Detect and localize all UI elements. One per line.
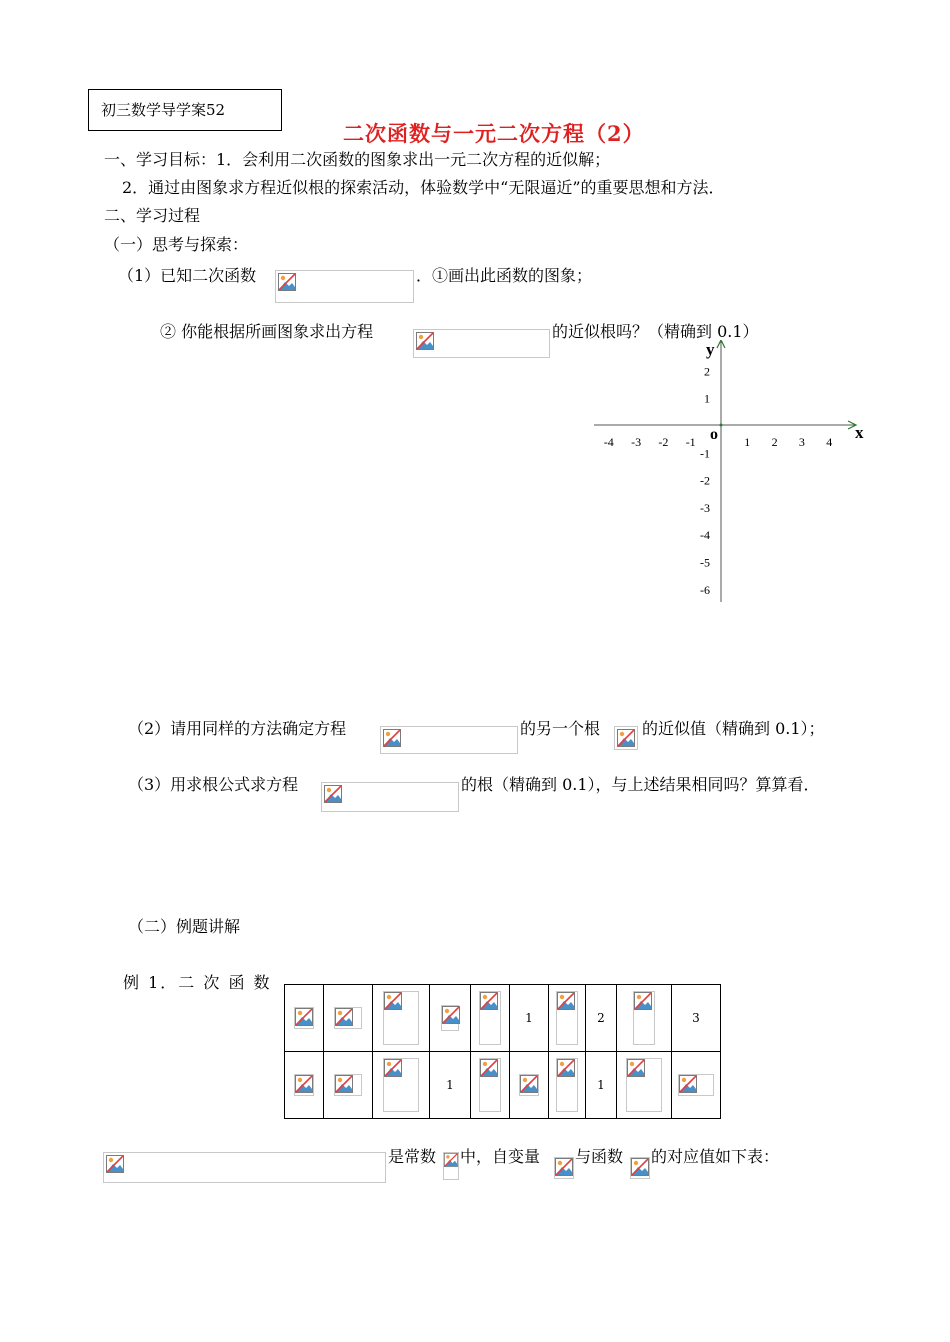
x-tick-label: 2 xyxy=(771,435,778,449)
question-2-suffix: 的近似值（精确到 0.1）； xyxy=(642,719,825,738)
broken-image-icon xyxy=(383,1058,419,1112)
broken-image-icon xyxy=(334,1074,362,1096)
y-tick-label: -6 xyxy=(700,582,710,597)
value-table xyxy=(284,984,721,1119)
broken-image-icon xyxy=(555,1158,573,1176)
page-title: 二次函数与一元二次方程（2） xyxy=(343,121,645,146)
question-2-middle: 的另一个根 xyxy=(520,719,601,738)
broken-image-icon xyxy=(334,1007,362,1029)
broken-image-icon xyxy=(278,273,296,291)
broken-image-icon xyxy=(294,1074,314,1096)
y-tick-label: -3 xyxy=(700,500,710,515)
formula-image-placeholder xyxy=(380,726,518,754)
broken-image-icon xyxy=(631,1158,649,1176)
x-axis-label: x xyxy=(855,423,864,442)
broken-image-icon xyxy=(633,991,655,1045)
y-tick-label: 1 xyxy=(704,391,710,406)
y-axis-label: y xyxy=(706,340,715,359)
broken-image-icon xyxy=(441,1005,459,1031)
symbol-image-placeholder xyxy=(630,1157,650,1179)
subsection-thinking: （一）思考与探索： xyxy=(104,235,249,254)
broken-image-icon xyxy=(294,1007,314,1029)
question-3-suffix: 的根（精确到 0.1），与上述结果相同吗？算算看． xyxy=(461,775,820,794)
question-1-prefix: （1）已知二次函数 xyxy=(118,266,257,285)
question-2-prefix: （2）请用同样的方法确定方程 xyxy=(128,719,347,738)
header-label: 初三数学导学案52 xyxy=(101,101,226,119)
broken-image-icon xyxy=(479,991,501,1045)
formula-image-placeholder xyxy=(413,329,550,358)
broken-image-icon xyxy=(383,729,401,747)
question-1-suffix: ．①画出此函数的图象； xyxy=(416,266,593,285)
x-tick-label: 3 xyxy=(798,435,805,449)
broken-image-icon xyxy=(106,1155,124,1173)
table-cell-number: 1 xyxy=(510,985,549,1052)
origin-label: o xyxy=(710,426,718,443)
symbol-image-placeholder xyxy=(614,726,638,750)
y-tick-label: 2 xyxy=(704,364,710,379)
broken-image-icon xyxy=(324,785,342,803)
y-tick-label: -4 xyxy=(700,528,710,543)
broken-image-icon xyxy=(626,1058,662,1112)
example-1-text-2: 中，自变量 xyxy=(460,1147,541,1166)
symbol-image-placeholder xyxy=(554,1157,574,1179)
table-cell-number: 2 xyxy=(586,985,617,1052)
formula-image-placeholder xyxy=(275,270,414,303)
broken-image-icon xyxy=(519,1074,539,1096)
x-tick-label: 1 xyxy=(744,435,751,449)
table-cell-number: 3 xyxy=(672,985,721,1052)
example-1-text-1: 是常数 xyxy=(388,1147,437,1166)
broken-image-icon xyxy=(556,991,578,1045)
example-1-label: 例 1．二 次 函 数 xyxy=(123,973,272,992)
question-1b-suffix: 的近似根吗？（精确到 0.1） xyxy=(552,322,759,341)
broken-image-icon xyxy=(416,332,434,350)
broken-image-icon xyxy=(556,1058,578,1112)
y-tick-label: -5 xyxy=(700,555,710,570)
table-row xyxy=(285,1052,721,1119)
coordinate-axes xyxy=(590,340,880,605)
table-row xyxy=(285,985,721,1052)
formula-image-placeholder xyxy=(321,782,459,812)
x-tick-label: -4 xyxy=(603,435,614,449)
x-tick-label: -2 xyxy=(658,435,669,449)
broken-image-icon xyxy=(479,1058,501,1112)
broken-image-icon xyxy=(383,991,419,1045)
objective-line-1: 一、学习目标：1．会利用二次函数的图象求出一元二次方程的近似解； xyxy=(104,150,611,169)
header-label-box xyxy=(88,89,282,131)
broken-image-icon xyxy=(444,1153,458,1167)
table-cell-number: 1 xyxy=(430,1052,471,1119)
x-tick-label: -1 xyxy=(685,435,696,449)
x-tick-label: 4 xyxy=(826,435,833,449)
table-cell-number: 1 xyxy=(586,1052,617,1119)
broken-image-icon xyxy=(678,1074,714,1096)
symbol-image-placeholder xyxy=(443,1152,459,1180)
formula-image-placeholder xyxy=(103,1152,386,1183)
broken-image-icon xyxy=(617,729,635,747)
x-tick-label: -3 xyxy=(631,435,642,449)
example-1-text-4: 的对应值如下表： xyxy=(651,1147,780,1166)
origin-dot xyxy=(720,424,723,427)
objective-line-2: 2．通过由图象求方程近似根的探索活动，体验数学中“无限逼近”的重要思想和方法． xyxy=(122,178,725,197)
process-heading: 二、学习过程 xyxy=(104,206,201,225)
example-1-text-3: 与函数 xyxy=(575,1147,624,1166)
question-3-prefix: （3）用求根公式求方程 xyxy=(128,775,299,794)
subsection-examples: （二）例题讲解 xyxy=(128,917,241,936)
y-tick-label: -1 xyxy=(700,446,710,461)
y-tick-label: -2 xyxy=(700,473,710,488)
question-1b-prefix: ② 你能根据所画图象求出方程 xyxy=(160,322,374,341)
